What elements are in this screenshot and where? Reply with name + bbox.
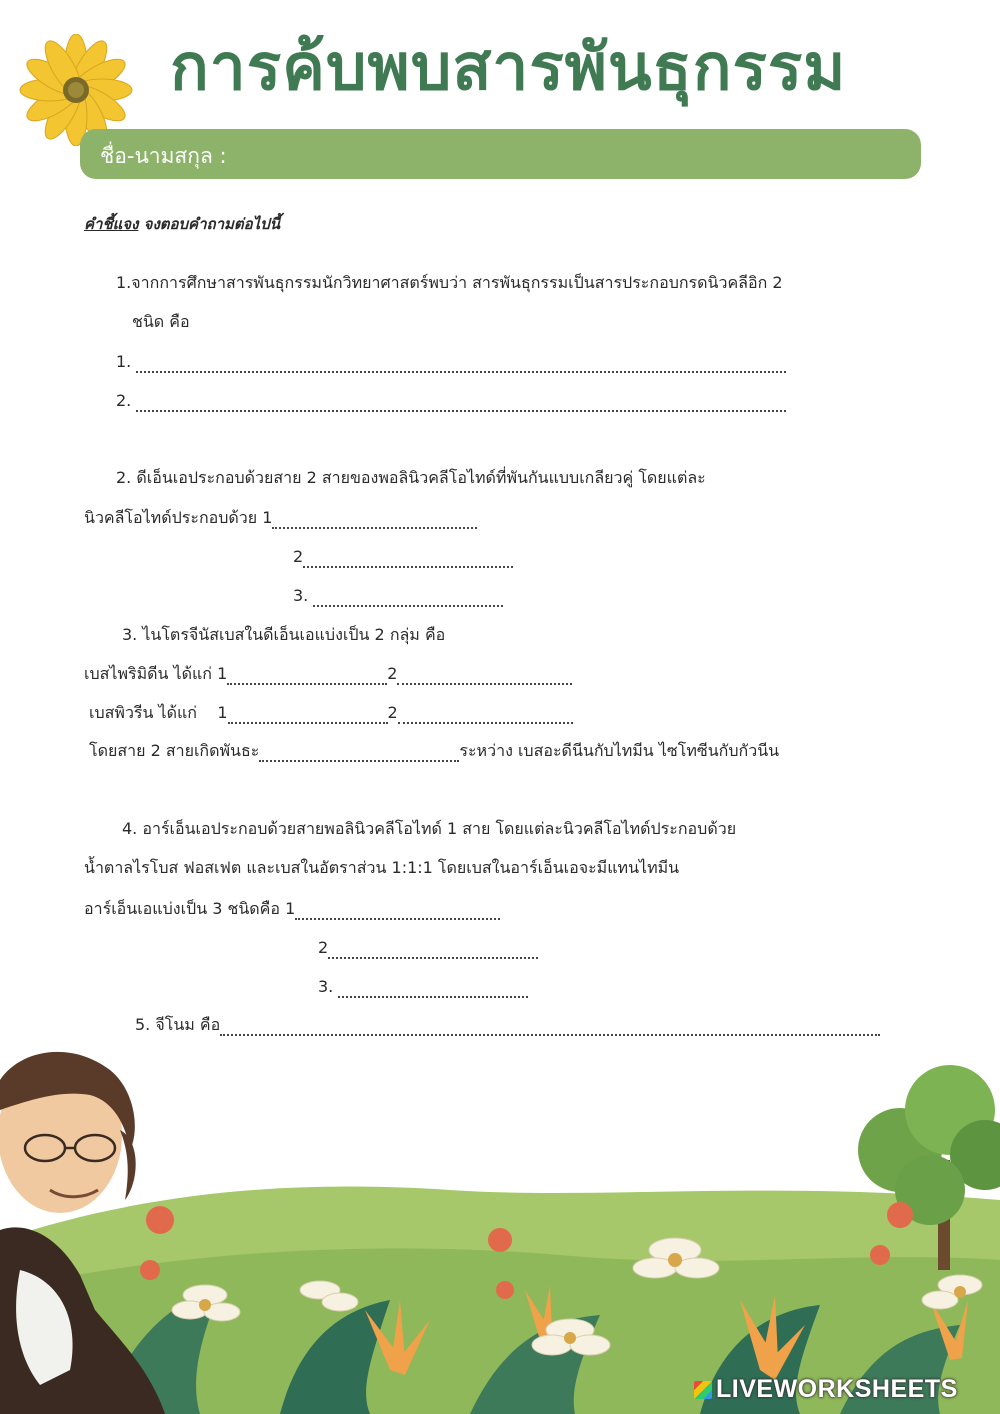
q3-pyrimidine-2-number: 2 bbox=[387, 664, 398, 683]
q2-answer-1-input[interactable] bbox=[272, 511, 477, 529]
q1-answer-1-input[interactable] bbox=[136, 355, 786, 373]
q3-purine-2-number: 2 bbox=[387, 703, 398, 722]
q1-line2: ชนิด คือ bbox=[132, 312, 190, 331]
q2-answer-3-input[interactable] bbox=[313, 589, 503, 607]
q3-bond-prefix: โดยสาย 2 สายเกิดพันธะ bbox=[89, 741, 260, 760]
page-title: การค้บพบสารพันธุกรรม bbox=[170, 31, 847, 105]
instructions bbox=[84, 212, 280, 236]
instructions-label: คำชี้แจง bbox=[84, 215, 139, 233]
q3-bond-row bbox=[89, 740, 779, 762]
q4-line2: น้ำตาลไรโบส ฟอสเฟต และเบสในอัตราส่วน 1:1:1 โดยเบสในอาร์เอ็นเอจะมีแทนไทมีน bbox=[84, 858, 680, 877]
q3-purine-label: เบสพิวรีน ได้แก่ bbox=[89, 703, 197, 722]
q4-answer-2 bbox=[318, 937, 538, 959]
q2-answer-1-number: 1 bbox=[262, 508, 273, 527]
name-input[interactable] bbox=[245, 146, 885, 168]
q4-answer-1-input[interactable] bbox=[295, 902, 500, 920]
q3-pyrimidine-1-number: 1 bbox=[217, 664, 228, 683]
q4-line3-row bbox=[84, 898, 500, 920]
q1-line1: 1.จากการศึกษาสารพันธุกรรมนักวิทยาศาสตร์พบว่า สารพันธุกรรมเป็นสารประกอบกรดนิวคลีอิก 2 bbox=[116, 273, 783, 292]
liveworksheets-icon bbox=[694, 1381, 712, 1399]
q3-purine-1-number: 1 bbox=[217, 703, 228, 722]
q2-line2: นิวคลีโอไทด์ประกอบด้วย bbox=[84, 508, 258, 527]
q3-pyrimidine-label: เบสไพริมิดีน ได้แก่ bbox=[84, 664, 212, 683]
liveworksheets-logo-text: LIVEWORKSHEETS bbox=[716, 1375, 958, 1403]
q3-pyrimidine-2-input[interactable] bbox=[397, 667, 572, 685]
q3-bond-input[interactable] bbox=[259, 744, 459, 762]
q2-answer-3 bbox=[293, 585, 503, 607]
q1-answer-2-input[interactable] bbox=[136, 394, 786, 412]
q2-answer-2-number: 2 bbox=[293, 547, 304, 566]
q4-line1: 4. อาร์เอ็นเอประกอบด้วยสายพอลินิวคลีโอไทด์ 1 สาย โดยแต่ละนิวคลีโอไทด์ประกอบด้วย bbox=[122, 819, 737, 838]
q4-answer-2-input[interactable] bbox=[328, 941, 538, 959]
q5-input[interactable] bbox=[220, 1018, 880, 1036]
instructions-text: จงตอบคำถามต่อไปนี้ bbox=[143, 215, 280, 233]
q3-pyrimidine-1-input[interactable] bbox=[227, 667, 387, 685]
q1-answer-2 bbox=[116, 390, 786, 412]
q3-pyrimidine-row bbox=[84, 663, 572, 685]
q4-line3: อาร์เอ็นเอแบ่งเป็น 3 ชนิดคือ bbox=[84, 899, 280, 918]
q2-line1: 2. ดีเอ็นเอประกอบด้วยสาย 2 สายของพอลินิวคลีโอไทด์ที่พันกันแบบเกลียวคู่ โดยแต่ละ bbox=[116, 468, 706, 487]
q3-bond-suffix: ระหว่าง เบสอะดีนีนกับไทมีน ไซโทซีนกับกัวนีน bbox=[459, 741, 780, 760]
q4-answer-2-number: 2 bbox=[318, 938, 329, 957]
q4-answer-3-number: 3. bbox=[318, 977, 334, 996]
q2-line2-row bbox=[84, 507, 477, 529]
q4-answer-3-input[interactable] bbox=[338, 980, 528, 998]
q3-purine-row bbox=[89, 702, 573, 724]
q3-purine-1-input[interactable] bbox=[228, 706, 388, 724]
q1-answer-1 bbox=[116, 351, 786, 373]
q3-purine-2-input[interactable] bbox=[398, 706, 573, 724]
liveworksheets-logo bbox=[694, 1375, 958, 1404]
name-label: ชื่อ-นามสกุล : bbox=[100, 144, 227, 168]
q4-answer-3 bbox=[318, 976, 528, 998]
q2-answer-2-input[interactable] bbox=[303, 550, 513, 568]
q5-label: 5. จีโนม คือ bbox=[135, 1015, 221, 1034]
q2-answer-3-number: 3. bbox=[293, 586, 309, 605]
q3-line1: 3. ไนโตรจีนัสเบสในดีเอ็นเอแบ่งเป็น 2 กลุ่ม คือ bbox=[122, 625, 446, 644]
q1-answer-2-number: 2. bbox=[116, 391, 132, 410]
meadow-illustration bbox=[0, 1040, 1000, 1414]
q2-answer-2 bbox=[293, 546, 513, 568]
q4-answer-1-number: 1 bbox=[285, 899, 296, 918]
q5-row bbox=[135, 1014, 880, 1036]
q1-answer-1-number: 1. bbox=[116, 352, 132, 371]
